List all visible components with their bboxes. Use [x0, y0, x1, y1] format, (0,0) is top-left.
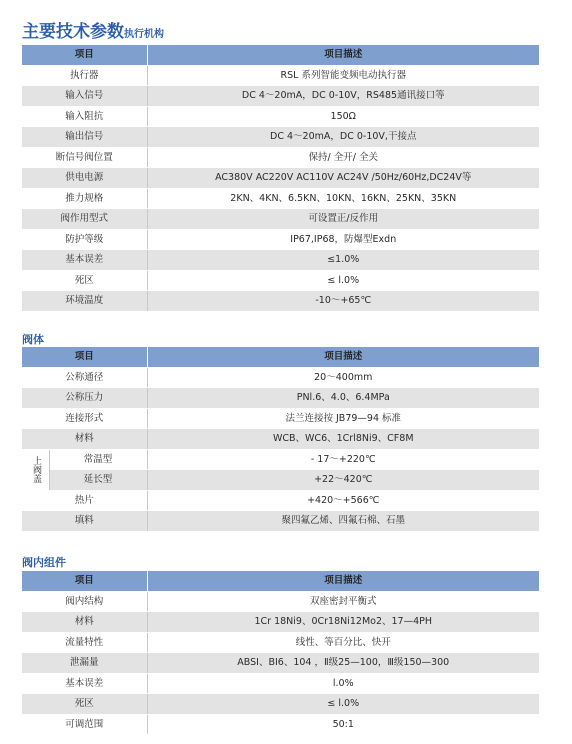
- row-desc: 2KN、4KN、6.5KN、10KN、16KN、25KN、35KN: [147, 188, 539, 209]
- table-row: [22, 449, 539, 470]
- table-row: [22, 147, 539, 168]
- row-desc: WCB、WC6、1Crl8Ni9、CF8M: [147, 429, 539, 450]
- table-row: [22, 168, 539, 189]
- row-desc: +420～+566℃: [147, 490, 539, 511]
- actuator-table: [22, 45, 539, 312]
- section-title-valve-body: 阀体: [22, 333, 44, 346]
- row-item: 泄漏量: [22, 653, 147, 674]
- header-desc: 项目描述: [147, 45, 539, 65]
- row-item: 推力规格: [22, 188, 147, 209]
- header-item: 项目: [22, 45, 147, 65]
- table-header-row: [22, 347, 539, 367]
- bonnet-label: 上阀盖: [22, 449, 49, 490]
- row-desc: l.0%: [147, 673, 539, 694]
- row-item: 输入阻抗: [22, 106, 147, 127]
- row-desc: ≤1.0%: [147, 250, 539, 271]
- row-item: 公称通径: [22, 367, 147, 388]
- table-row: [22, 490, 539, 511]
- row-desc: DC 4～20mA，DC 0-10V,干接点: [147, 127, 539, 148]
- row-item: 延长型: [49, 470, 147, 491]
- table-header-row: [22, 45, 539, 65]
- row-item: 死区: [22, 694, 147, 715]
- table-row: [22, 188, 539, 209]
- row-desc: 聚四氟乙烯、四氟石棉、石墨: [147, 511, 539, 532]
- table-row: [22, 408, 539, 429]
- header-item: 项目: [22, 347, 147, 367]
- row-item: 环境温度: [22, 291, 147, 312]
- row-item: 基本误差: [22, 673, 147, 694]
- table-row: [22, 632, 539, 653]
- row-desc: 可设置正/反作用: [147, 209, 539, 230]
- row-desc: RSL 系列智能变频电动执行器: [147, 65, 539, 86]
- row-desc: -10～+65℃: [147, 291, 539, 312]
- row-desc: IP67,IP68，防爆型Exdn: [147, 229, 539, 250]
- table-row: [22, 106, 539, 127]
- table-row: [22, 209, 539, 230]
- main-title: 主要技术参数: [22, 22, 124, 42]
- table-row: [22, 291, 539, 312]
- row-desc: +22～420℃: [147, 470, 539, 491]
- row-item: 断信号阀位置: [22, 147, 147, 168]
- row-desc: PNl.6、4.0、6.4MPa: [147, 388, 539, 409]
- table-row: [22, 470, 539, 491]
- table-row: [22, 127, 539, 148]
- table-row: [22, 653, 539, 674]
- table-row: [22, 591, 539, 612]
- table-row: [22, 270, 539, 291]
- row-item: 阀内结构: [22, 591, 147, 612]
- row-item: 死区: [22, 270, 147, 291]
- row-desc: AC380V AC220V AC110V AC24V /50Hz/60Hz,DC24V等: [147, 168, 539, 189]
- row-desc: 50:1: [147, 714, 539, 735]
- header-desc: 项目描述: [147, 347, 539, 367]
- section-title-trim: 阀内组件: [22, 556, 66, 569]
- table-row: [22, 229, 539, 250]
- table-header-row: [22, 571, 539, 591]
- table-row: [22, 511, 539, 532]
- row-item: 流量特性: [22, 632, 147, 653]
- row-desc: ABSI、BI6、104 ，Ⅱ级25—100，Ⅲ级150—300: [147, 653, 539, 674]
- table-row: [22, 429, 539, 450]
- row-desc: ≤ l.0%: [147, 270, 539, 291]
- row-desc: ≤ l.0%: [147, 694, 539, 715]
- table-row: [22, 714, 539, 735]
- row-item: 热片: [22, 490, 147, 511]
- row-desc: 1Cr 18Ni9、0Cr18Ni12Mo2、17—4PH: [147, 612, 539, 633]
- table-row: [22, 86, 539, 107]
- row-desc: - 17～+220℃: [147, 449, 539, 470]
- table-row: [22, 367, 539, 388]
- row-item: 材料: [22, 612, 147, 633]
- row-item: 输入信号: [22, 86, 147, 107]
- row-desc: 法兰连接按 JB79—94 标准: [147, 408, 539, 429]
- row-item: 连接形式: [22, 408, 147, 429]
- table-row: [22, 612, 539, 633]
- valve-body-table: [22, 347, 539, 532]
- row-item: 输出信号: [22, 127, 147, 148]
- row-item: 基本误差: [22, 250, 147, 271]
- table-row: [22, 65, 539, 86]
- row-item: 阀作用型式: [22, 209, 147, 230]
- row-item: 供电电源: [22, 168, 147, 189]
- row-item: 公称压力: [22, 388, 147, 409]
- row-desc: 20～400mm: [147, 367, 539, 388]
- header-item: 项目: [22, 571, 147, 591]
- row-desc: 150Ω: [147, 106, 539, 127]
- header-desc: 项目描述: [147, 571, 539, 591]
- main-title-sub: 执行机构: [124, 29, 164, 40]
- row-desc: 双座密封平衡式: [147, 591, 539, 612]
- row-item: 防护等级: [22, 229, 147, 250]
- row-item: 可调范围: [22, 714, 147, 735]
- row-item: 执行器: [22, 65, 147, 86]
- page-title: [22, 17, 164, 42]
- table-row: [22, 388, 539, 409]
- table-row: [22, 673, 539, 694]
- table-row: [22, 694, 539, 715]
- trim-table: [22, 571, 539, 735]
- row-desc: 线性、等百分比、快开: [147, 632, 539, 653]
- row-item: 常温型: [49, 449, 147, 470]
- row-item: 材料: [22, 429, 147, 450]
- row-item: 填料: [22, 511, 147, 532]
- row-desc: 保持/ 全开/ 全关: [147, 147, 539, 168]
- row-desc: DC 4～20mA，DC 0-10V，RS485通讯接口等: [147, 86, 539, 107]
- table-row: [22, 250, 539, 271]
